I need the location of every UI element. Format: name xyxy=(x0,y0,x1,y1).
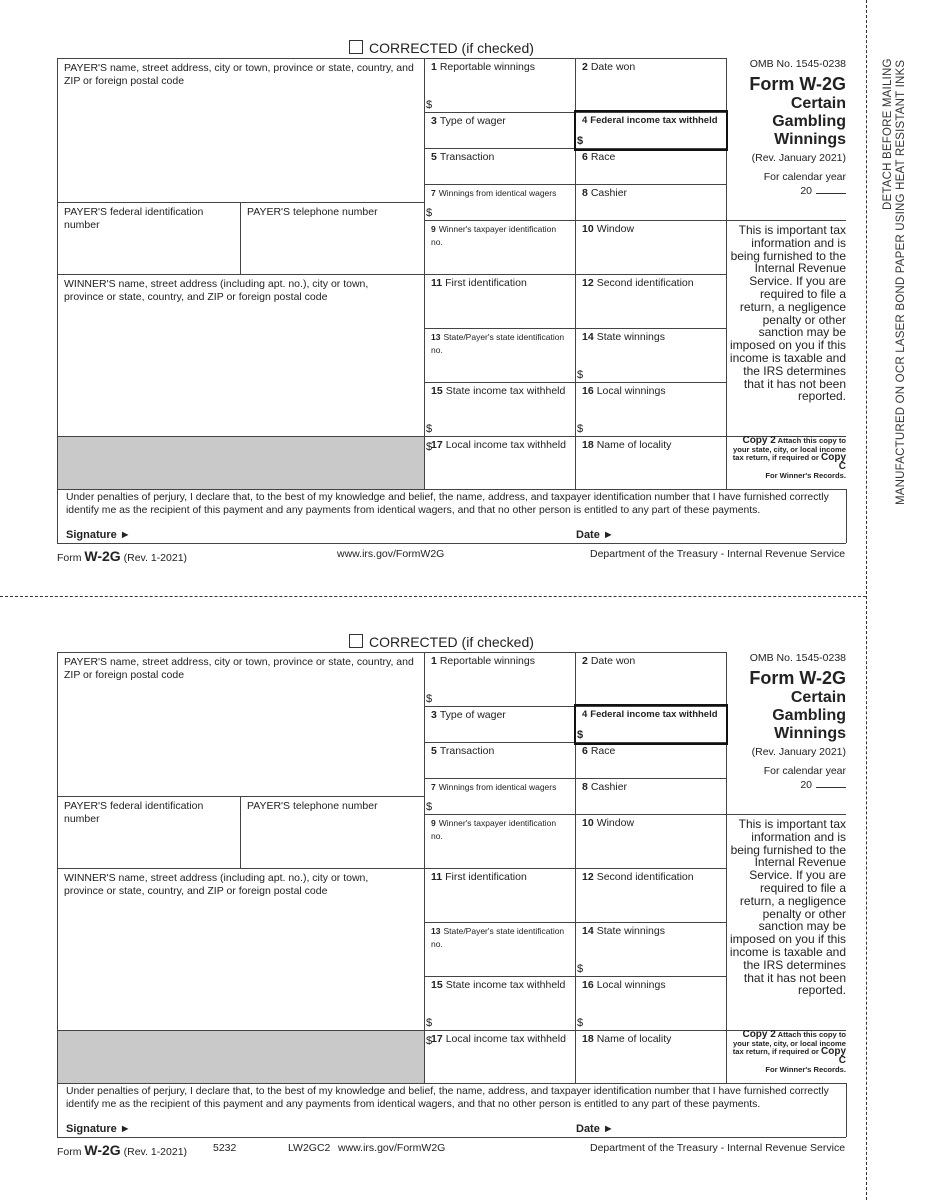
box-number: 1 xyxy=(431,655,437,667)
box-label: Date won xyxy=(590,61,636,73)
year-prefix: 20 xyxy=(800,185,812,197)
box-1-field[interactable] xyxy=(425,58,575,112)
form-title: Form W-2G xyxy=(749,668,846,688)
box-number: 1 xyxy=(431,61,437,73)
box-10-field[interactable] xyxy=(576,220,726,274)
box-label: Date won xyxy=(590,655,636,667)
corrected-checkbox[interactable] xyxy=(349,634,534,650)
box-label: Name of locality xyxy=(596,439,672,451)
rule-line xyxy=(726,220,846,221)
dollar-sign: $ xyxy=(577,728,584,741)
footer-rev: (Rev. 1-2021) xyxy=(123,1146,188,1158)
box-label: Race xyxy=(590,745,616,757)
form-subtitle xyxy=(726,689,846,743)
payer-telephone-label: PAYER'S telephone number xyxy=(247,206,378,218)
box-3-field[interactable] xyxy=(425,706,575,742)
footer-form-id xyxy=(57,548,187,564)
checkbox-square[interactable] xyxy=(349,634,363,648)
box-number: 11 xyxy=(431,277,443,289)
box-label: Winner's taxpayer identification no. xyxy=(431,224,557,247)
box-label: Cashier xyxy=(590,187,628,199)
vertical-detach-line xyxy=(866,0,867,1200)
box-number: 3 xyxy=(431,709,437,721)
box-11-field[interactable] xyxy=(425,274,575,328)
box-number: 6 xyxy=(582,151,588,163)
copy-2-text: Attach this copy to your state, city, or local income tax return, if required or xyxy=(732,436,846,463)
box-number: 16 xyxy=(582,385,594,397)
box-3-field[interactable] xyxy=(425,112,575,148)
footer-url[interactable]: www.irs.gov/FormW2G xyxy=(337,548,445,560)
dollar-sign: $ xyxy=(426,98,433,111)
payer-telephone-label: PAYER'S telephone number xyxy=(247,800,378,812)
subtitle-line-1: Certain xyxy=(790,95,846,112)
rule-line xyxy=(57,489,846,490)
signature-line xyxy=(57,543,846,544)
box-9-field[interactable] xyxy=(425,814,575,868)
box-12-field[interactable] xyxy=(576,274,726,328)
detach-before-mailing-text: DETACH BEFORE MAILING xyxy=(882,58,894,210)
omb-number: OMB No. 1545-0238 xyxy=(749,652,846,664)
box-8-field[interactable] xyxy=(576,184,726,220)
dollar-sign: $ xyxy=(577,962,584,975)
box-number: 9 xyxy=(431,818,436,828)
year-blank[interactable] xyxy=(816,193,846,194)
copy-c-label: Copy C xyxy=(821,452,846,473)
form-title: Form W-2G xyxy=(749,74,846,94)
footer-url[interactable]: www.irs.gov/FormW2G xyxy=(338,1142,446,1154)
box-7-field[interactable] xyxy=(425,184,575,220)
box-5-field[interactable] xyxy=(425,148,575,184)
subtitle-line-1: Certain xyxy=(790,689,846,706)
box-number: 13 xyxy=(431,926,441,936)
box-label: Cashier xyxy=(590,781,628,793)
box-number: 4 xyxy=(582,115,588,126)
payer-telephone-field[interactable] xyxy=(241,797,424,816)
box-number: 8 xyxy=(582,187,588,199)
footer-form-id xyxy=(57,1142,187,1158)
rule-line xyxy=(726,166,727,489)
box-label: State income tax withheld xyxy=(445,385,566,397)
box-label: Winnings from identical wagers xyxy=(438,188,557,198)
revision-date: (Rev. January 2021) xyxy=(751,152,846,164)
perjury-statement: Under penalties of perjury, I declare that, to the best of my knowledge and belief, the name, address, and taxpayer identification number that I have furnished correctly identify me as the recipient of this payment and any payments from identical wagers, and that no other person is entitled to any part of these payments. xyxy=(66,1086,829,1110)
subtitle-line-2: Gambling xyxy=(772,707,846,724)
box-4-highlight xyxy=(574,704,728,745)
box-number: 14 xyxy=(582,925,594,937)
box-number: 12 xyxy=(582,277,594,289)
signature-label[interactable]: Signature ► xyxy=(66,529,131,541)
box-2-field[interactable] xyxy=(576,652,726,706)
box-number: 7 xyxy=(431,782,436,792)
box-number: 17 xyxy=(431,439,443,451)
footer-w2g: W-2G xyxy=(84,548,121,564)
box-number: 15 xyxy=(431,385,443,397)
box-label: Window xyxy=(596,817,635,829)
rule-line xyxy=(846,1083,847,1137)
box-6-field[interactable] xyxy=(576,148,726,184)
box-label: First identification xyxy=(445,277,527,289)
copy-2-instructions xyxy=(728,1031,846,1075)
footer-w2g: W-2G xyxy=(84,1142,121,1158)
dollar-sign: $ xyxy=(426,692,433,705)
box-label: Winnings from identical wagers xyxy=(438,782,557,792)
box-8-field[interactable] xyxy=(576,778,726,814)
box-number: 12 xyxy=(582,871,594,883)
box-number: 9 xyxy=(431,224,436,234)
payer-telephone-field[interactable] xyxy=(241,203,424,222)
box-7-field[interactable] xyxy=(425,778,575,814)
copy-2-text-2: For Winner's Records. xyxy=(765,1064,846,1074)
box-label: First identification xyxy=(445,871,527,883)
w2g-copy xyxy=(0,594,866,1184)
box-label: State winnings xyxy=(596,925,665,937)
dollar-sign: $ xyxy=(426,422,433,435)
box-label: Reportable winnings xyxy=(439,655,535,667)
box-label: Type of wager xyxy=(439,115,506,127)
dollar-sign: $ xyxy=(426,441,433,453)
rule-line xyxy=(57,436,424,437)
box-15-field[interactable] xyxy=(425,382,575,436)
signature-line xyxy=(57,1137,846,1138)
copy-2-label: Copy 2 xyxy=(742,1029,776,1040)
box-label: State winnings xyxy=(596,331,665,343)
box-number: 2 xyxy=(582,655,588,667)
box-number: 5 xyxy=(431,745,437,757)
dollar-sign: $ xyxy=(426,800,433,813)
dollar-sign: $ xyxy=(426,1035,433,1047)
subtitle-line-3: Winnings xyxy=(774,131,846,148)
dollar-sign: $ xyxy=(577,134,584,147)
corrected-label: CORRECTED (if checked) xyxy=(369,40,534,56)
box-label: Local income tax withheld xyxy=(445,439,566,451)
box-number: 14 xyxy=(582,331,594,343)
form-subtitle xyxy=(726,95,846,149)
box-label: Race xyxy=(590,151,616,163)
payer-federal-id-field[interactable] xyxy=(58,203,240,234)
box-number: 10 xyxy=(582,223,594,235)
box-number: 17 xyxy=(431,1033,443,1045)
box-number: 6 xyxy=(582,745,588,757)
footer-form-word: Form xyxy=(57,552,82,564)
box-number: 7 xyxy=(431,188,436,198)
box-number: 4 xyxy=(582,709,588,720)
dollar-sign: $ xyxy=(426,206,433,219)
box-16-field[interactable] xyxy=(576,976,726,1030)
box-number: 5 xyxy=(431,151,437,163)
box-label: Second identification xyxy=(596,871,694,883)
subtitle-line-2: Gambling xyxy=(772,113,846,130)
subtitle-line-3: Winnings xyxy=(774,725,846,742)
box-number: 2 xyxy=(582,61,588,73)
box-label: Type of wager xyxy=(439,709,506,721)
rule-line xyxy=(57,1083,846,1084)
box-label: Winner's taxpayer identification no. xyxy=(431,818,557,841)
signature-label[interactable]: Signature ► xyxy=(66,1123,131,1135)
box-number: 13 xyxy=(431,332,441,342)
rule-line xyxy=(846,489,847,543)
box-label: Transaction xyxy=(439,745,495,757)
rule-line xyxy=(57,1030,424,1031)
payer-federal-id-field[interactable] xyxy=(58,797,240,828)
date-label[interactable]: Date ► xyxy=(576,529,614,541)
payer-name-label: PAYER'S name, street address, city or town, province or state, country, and ZIP or foreign postal code xyxy=(64,62,414,87)
box-label: State/Payer's state identification no. xyxy=(431,926,565,949)
payer-name-field[interactable] xyxy=(58,59,424,90)
box-number: 3 xyxy=(431,115,437,127)
corrected-checkbox[interactable] xyxy=(349,40,534,56)
payer-name-label: PAYER'S name, street address, city or town, province or state, country, and ZIP or foreign postal code xyxy=(64,656,414,681)
box-label: Window xyxy=(596,223,635,235)
important-notice: This is important tax information and is being furnished to the Internal Revenue Service. If you are required to file a return, a negligence penalty or other sanction may be imposed on you if this income is taxable and the IRS determines that it has not been reported. xyxy=(729,817,846,998)
dollar-sign: $ xyxy=(426,1016,433,1029)
box-18-field[interactable] xyxy=(576,1030,726,1049)
box-number: 16 xyxy=(582,979,594,991)
winner-name-field[interactable] xyxy=(58,275,398,306)
box-number: 15 xyxy=(431,979,443,991)
box-label: Second identification xyxy=(596,277,694,289)
payer-federal-id-label: PAYER'S federal identification number xyxy=(64,800,204,825)
box-label: Transaction xyxy=(439,151,495,163)
date-label[interactable]: Date ► xyxy=(576,1123,614,1135)
copy-2-text: Attach this copy to your state, city, or local income tax return, if required or xyxy=(732,1030,846,1057)
box-number: 18 xyxy=(582,439,594,451)
dollar-sign: $ xyxy=(577,422,584,435)
footer-rev: (Rev. 1-2021) xyxy=(123,552,188,564)
box-18-field[interactable] xyxy=(576,436,726,455)
box-17-field[interactable] xyxy=(425,1030,575,1049)
box-number: 18 xyxy=(582,1033,594,1045)
winner-name-field[interactable] xyxy=(58,869,398,900)
calendar-year-label: For calendar year xyxy=(763,765,846,777)
dollar-sign: $ xyxy=(577,368,584,381)
box-13-field[interactable] xyxy=(425,328,575,382)
winner-name-label: WINNER'S name, street address (including apt. no.), city or town, province or state, country, and ZIP or foreign postal code xyxy=(64,872,369,897)
copy-2-instructions xyxy=(728,437,846,481)
shaded-area xyxy=(58,437,424,489)
box-14-field[interactable] xyxy=(576,328,726,382)
box-label: Federal income tax withheld xyxy=(590,709,718,720)
box-12-field[interactable] xyxy=(576,868,726,922)
copy-2-text-2: For Winner's Records. xyxy=(765,470,846,480)
box-number: 11 xyxy=(431,871,443,883)
box-9-field[interactable] xyxy=(425,220,575,274)
box-4-highlight xyxy=(574,110,728,151)
footer-form-word: Form xyxy=(57,1146,82,1158)
box-number: 10 xyxy=(582,817,594,829)
box-13-field[interactable] xyxy=(425,922,575,976)
shaded-area xyxy=(58,1031,424,1083)
omb-number: OMB No. 1545-0238 xyxy=(749,58,846,70)
checkbox-square[interactable] xyxy=(349,40,363,54)
perjury-statement: Under penalties of perjury, I declare that, to the best of my knowledge and belief, the name, address, and taxpayer identification number that I have furnished correctly identify me as the recipient of this payment and any payments from identical wagers, and that no other person is entitled to any part of these payments. xyxy=(66,492,829,516)
box-label: State/Payer's state identification no. xyxy=(431,332,565,355)
rule-line xyxy=(726,814,846,815)
year-blank[interactable] xyxy=(816,787,846,788)
box-1-field[interactable] xyxy=(425,652,575,706)
corrected-label: CORRECTED (if checked) xyxy=(369,634,534,650)
winner-name-label: WINNER'S name, street address (including apt. no.), city or town, province or state, country, and ZIP or foreign postal code xyxy=(64,278,369,303)
box-number: 8 xyxy=(582,781,588,793)
payer-federal-id-label: PAYER'S federal identification number xyxy=(64,206,204,231)
box-label: Local income tax withheld xyxy=(445,1033,566,1045)
box-label: State income tax withheld xyxy=(445,979,566,991)
box-17-field[interactable] xyxy=(425,436,575,455)
dollar-sign: $ xyxy=(577,1016,584,1029)
box-14-field[interactable] xyxy=(576,922,726,976)
footer-department: Department of the Treasury - Internal Revenue Service xyxy=(590,1142,846,1154)
box-label: Federal income tax withheld xyxy=(590,115,718,126)
box-label: Local winnings xyxy=(596,385,666,397)
w2g-copy xyxy=(0,0,866,590)
rule-line xyxy=(726,760,727,1083)
box-15-field[interactable] xyxy=(425,976,575,1030)
copy-2-label: Copy 2 xyxy=(742,435,776,446)
payer-name-field[interactable] xyxy=(58,653,424,684)
calendar-year-field[interactable] xyxy=(726,779,846,791)
box-label: Name of locality xyxy=(596,1033,672,1045)
year-prefix: 20 xyxy=(800,779,812,791)
box-2-field[interactable] xyxy=(576,58,726,112)
box-label: Local winnings xyxy=(596,979,666,991)
calendar-year-label: For calendar year xyxy=(763,171,846,183)
footer-department: Department of the Treasury - Internal Revenue Service xyxy=(590,548,846,560)
box-5-field[interactable] xyxy=(425,742,575,778)
copy-c-label: Copy C xyxy=(821,1046,846,1067)
manufactured-notice-text: MANUFACTURED ON OCR LASER BOND PAPER USING HEAT RESISTANT INKS xyxy=(895,59,907,505)
box-11-field[interactable] xyxy=(425,868,575,922)
box-6-field[interactable] xyxy=(576,742,726,778)
footer-lw-code: LW2GC2 xyxy=(288,1142,331,1154)
calendar-year-field[interactable] xyxy=(726,185,846,197)
revision-date: (Rev. January 2021) xyxy=(751,746,846,758)
important-notice: This is important tax information and is being furnished to the Internal Revenue Service. If you are required to file a return, a negligence penalty or other sanction may be imposed on you if this income is taxable and the IRS determines that it has not been reported. xyxy=(729,223,846,404)
box-label: Reportable winnings xyxy=(439,61,535,73)
box-16-field[interactable] xyxy=(576,382,726,436)
box-10-field[interactable] xyxy=(576,814,726,868)
footer-code: 5232 xyxy=(213,1142,237,1154)
